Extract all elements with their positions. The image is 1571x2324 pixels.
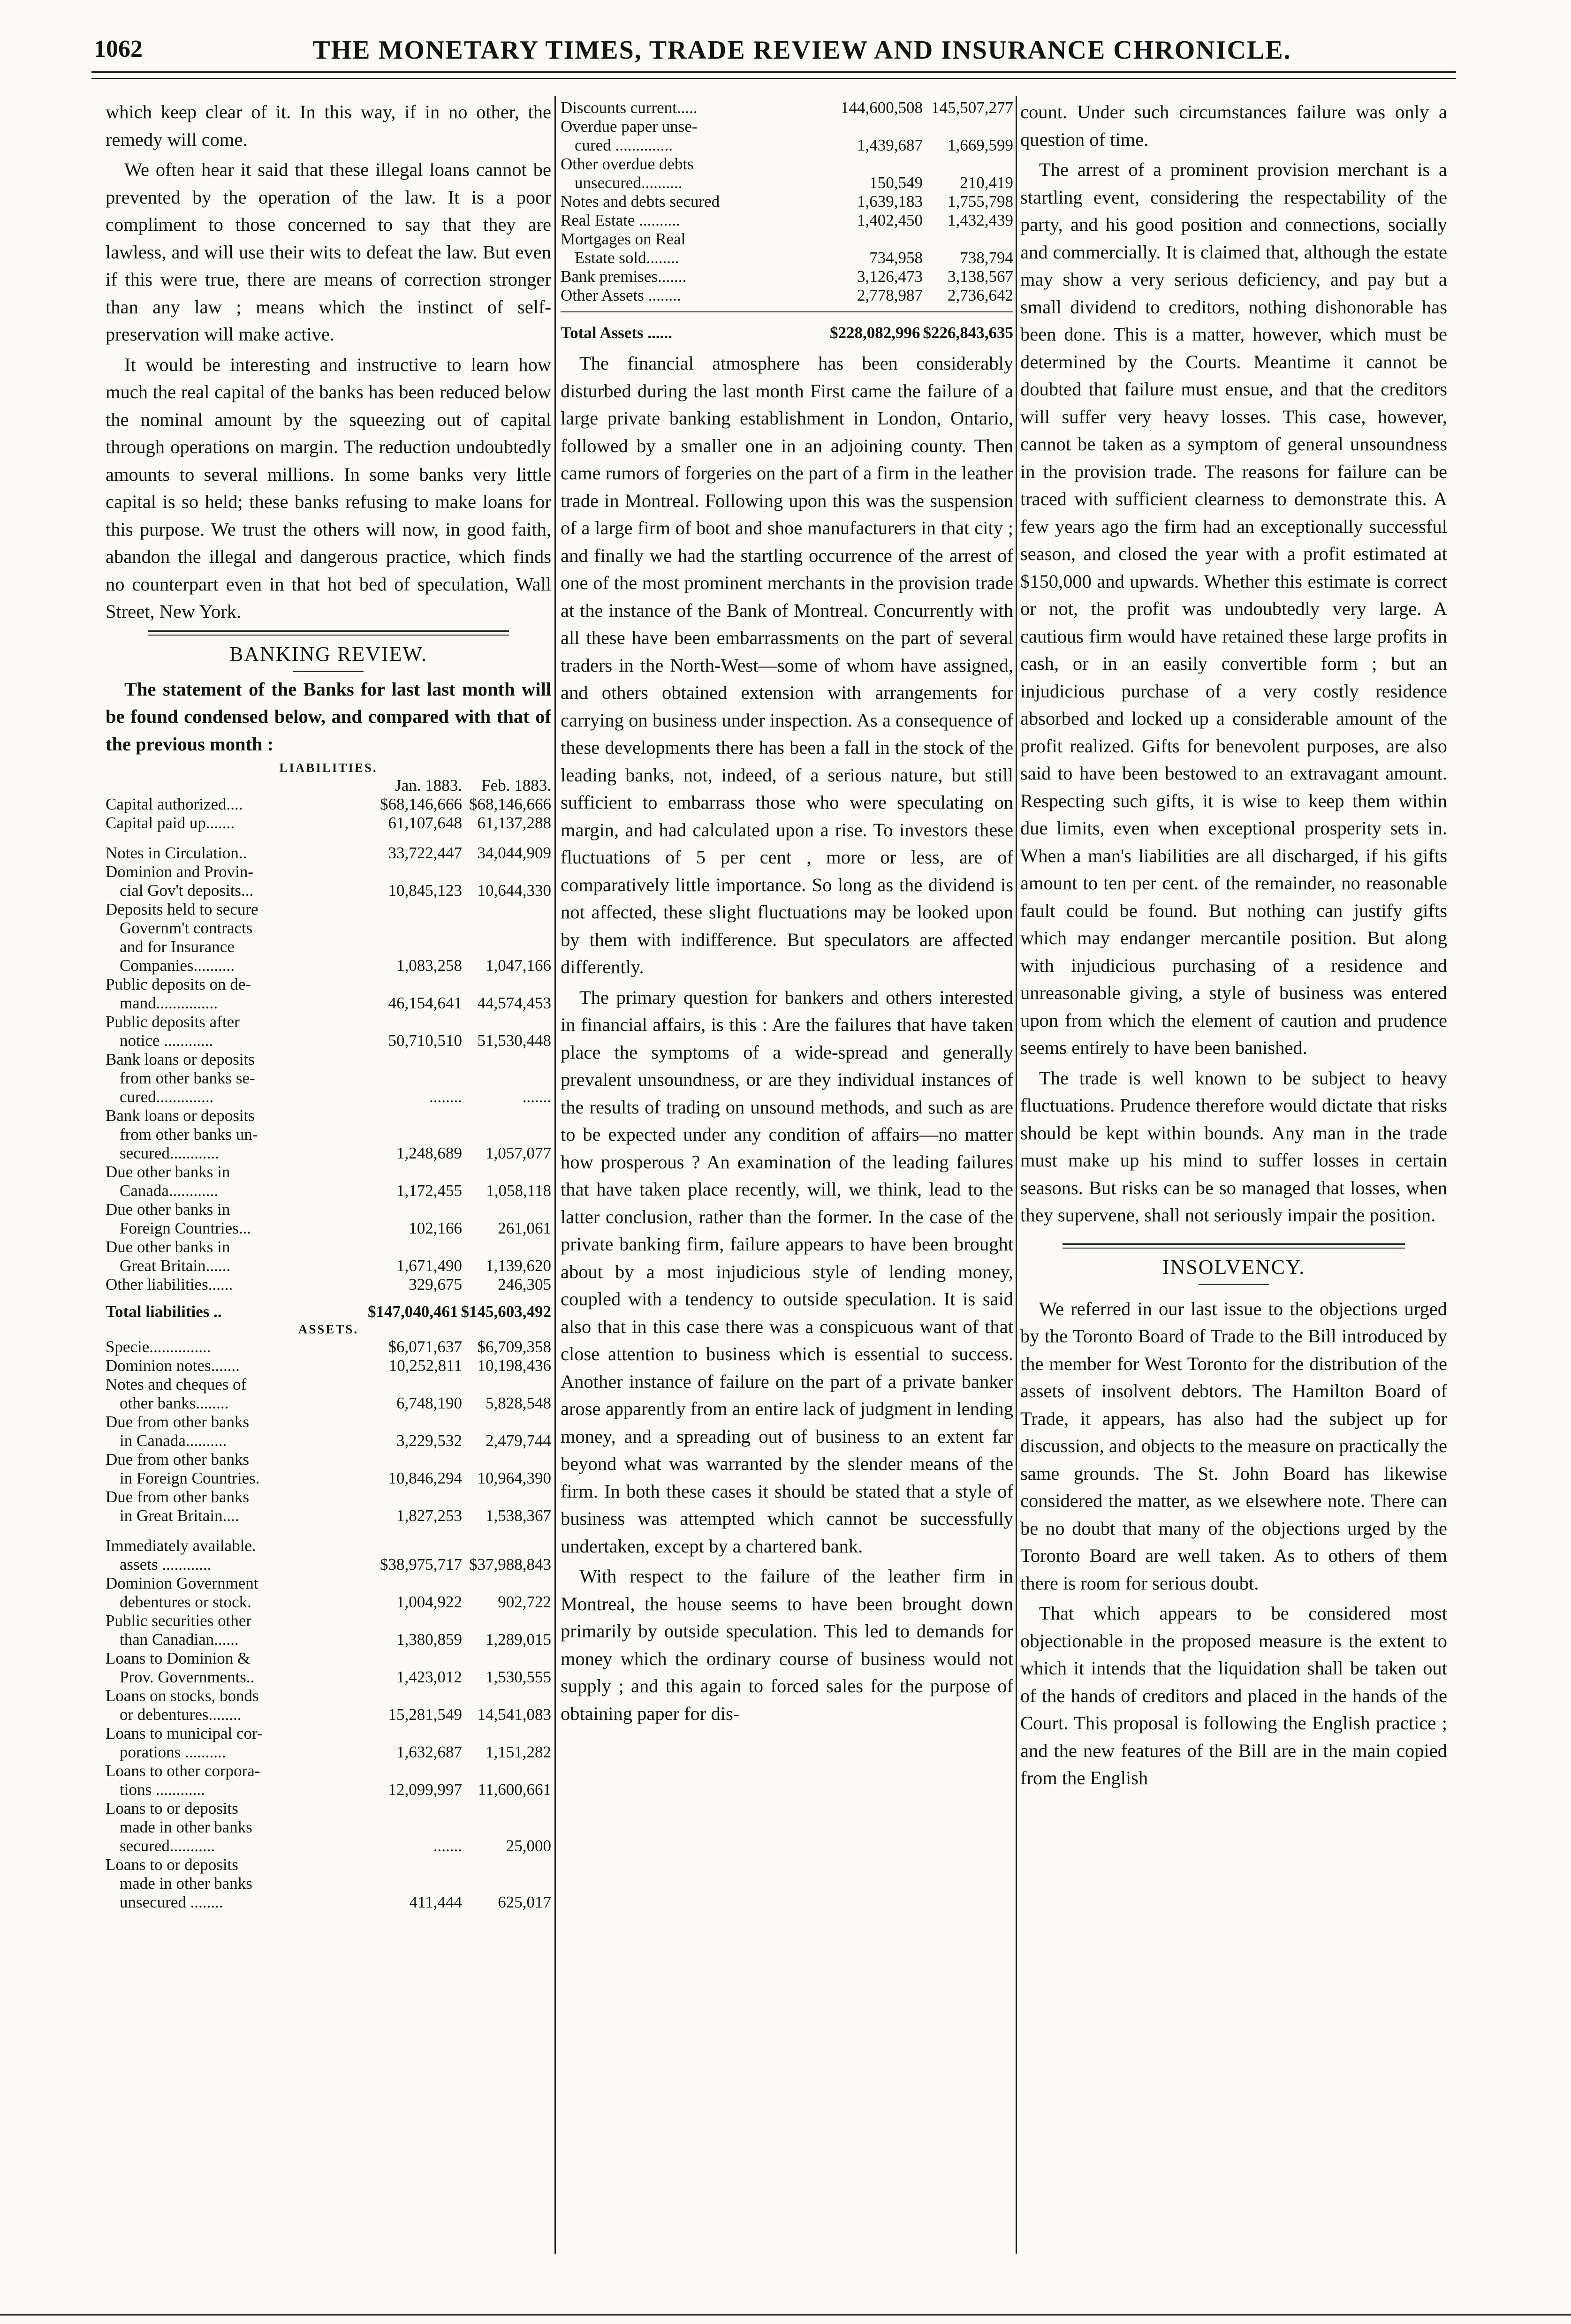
table-row	[106, 1050, 551, 1106]
row-label-line: Dominion Government	[106, 1574, 258, 1592]
table-row	[106, 1013, 551, 1050]
row-label-line: Immediately available.	[106, 1537, 256, 1555]
value-jan: 3,126,473	[857, 267, 923, 286]
row-label	[106, 863, 364, 900]
row-label	[106, 1649, 364, 1687]
value-jan: 329,675	[409, 1275, 462, 1294]
row-label-line: Public deposits after	[106, 1013, 240, 1031]
row-label	[561, 267, 823, 286]
row-label-line: Due from other banks	[106, 1450, 250, 1469]
column-3	[1020, 98, 1447, 1795]
total-rule	[561, 311, 1013, 312]
value-feb: 1,432,439	[948, 211, 1013, 229]
row-label-line: unsecured..........	[575, 174, 683, 192]
column-divider	[1016, 96, 1017, 2254]
header-rule-thin	[91, 78, 1456, 79]
row-label-line: secured............	[120, 1144, 219, 1162]
row-label-line: made in other banks	[120, 1874, 252, 1893]
row-label	[106, 795, 364, 814]
table-row	[106, 1612, 551, 1649]
row-label	[106, 1338, 364, 1356]
value-feb: 3,138,567	[948, 267, 1013, 286]
total-liabilities-table	[106, 1294, 551, 1321]
row-label	[561, 211, 823, 230]
value-feb: $6,709,358	[477, 1338, 551, 1356]
row-label-line: Dominion notes.......	[106, 1356, 240, 1375]
paragraph: The financial atmosphere has been considerably disturbed during the last month First came the failure of a large private banking establishment in London, Ontario, followed by a smaller one in an adjoining county. Then came rumors of forgeries on the part of a firm in the leather trade in Montreal. Following upon this was the suspension of a large firm of boot and shoe manufacturers in that city ; and finally we had the startling occurrence of the arrest of one of the most prominent merchants in the provision trade at the instance of the Bank of Montreal. Concurrently with all these have been embarrassments on the part of several traders in the North-West—some of whom have assigned, and others obtained extension with arrangements for carrying on business under inspection. As a consequence of these developments there has been a fall in the stock of the leading banks, not, indeed, of a serious nature, but still sufficient to embarrass those who were speculating on margin, and had calculated upon a rise. To investors these fluctuations of 5 per cent , more or less, are of comparatively little importance. So long as the dividend is not affected, these slight fluctuations may be looked upon by them with indifference. But speculators are affected differently.	[561, 353, 1013, 977]
value-jan: 150,549	[869, 174, 923, 192]
row-label-line: in Foreign Countries.	[120, 1469, 260, 1487]
value-jan: 12,099,997	[388, 1780, 462, 1799]
column-1	[106, 98, 551, 1912]
row-label-line: Capital authorized....	[106, 795, 243, 813]
value-jan: 102,166	[409, 1219, 462, 1237]
row-label-line: unsecured ........	[120, 1893, 223, 1911]
value-feb: 2,479,744	[486, 1431, 551, 1450]
table-row	[106, 1525, 551, 1574]
total-assets-row	[561, 315, 1013, 342]
banking-intro: The statement of the Banks for last last month will be found condensed below, and compared with that of the previous month :	[106, 678, 551, 755]
value-feb: 1,669,599	[948, 136, 1013, 154]
value-feb: 1,047,166	[486, 956, 551, 975]
table-row	[106, 1724, 551, 1762]
table-row	[561, 230, 1013, 267]
row-label-line: Discounts current.....	[561, 98, 698, 117]
row-label	[106, 1106, 364, 1163]
masthead-title: THE MONETARY TIMES, TRADE REVIEW AND INSURANCE CHRONICLE.	[312, 36, 1291, 65]
row-label	[106, 975, 364, 1013]
value-jan: 50,710,510	[388, 1031, 462, 1050]
value-jan: 1,402,450	[857, 211, 923, 229]
row-label-line: Dominion and Provin-	[106, 863, 253, 881]
value-jan: 10,845,123	[388, 881, 462, 900]
value-feb: 10,644,330	[477, 881, 551, 900]
value-jan: .......	[433, 1837, 462, 1855]
row-label-line: Deposits held to secure	[106, 900, 258, 918]
value-jan: 1,248,689	[396, 1144, 462, 1162]
table-row	[106, 900, 551, 975]
row-label	[561, 192, 823, 211]
row-label-line: Loans to Dominion &	[106, 1649, 250, 1667]
value-feb: 625,017	[498, 1893, 551, 1911]
row-label-line: Other overdue debts	[561, 155, 694, 173]
row-label-line: Due from other banks	[106, 1413, 250, 1431]
row-label-line: in Canada..........	[120, 1431, 227, 1450]
table-row	[561, 286, 1013, 305]
table-row	[106, 1855, 551, 1912]
total-jan: $147,040,461	[367, 1302, 458, 1321]
paragraph: The trade is well known to be subject to heavy fluctuations. Prudence therefore would dictate that risks should be kept within bounds. Any man in the trade must make up his mind to suffer losses in certain seasons. But risks can be so managed that losses, when they supervene, shall not seriously impair the position.	[1020, 1067, 1447, 1226]
table-row	[561, 267, 1013, 286]
table-row	[561, 98, 1013, 117]
column-divider	[554, 96, 556, 2254]
value-feb: 34,044,909	[477, 844, 551, 862]
column-2	[561, 98, 1013, 1730]
row-label	[106, 1525, 364, 1574]
row-label-line: Loans to or deposits	[106, 1855, 238, 1874]
row-label-line: Great Britain......	[120, 1257, 231, 1275]
row-label-line: mand...............	[120, 994, 218, 1012]
liabilities-table	[106, 776, 551, 1294]
table-row	[561, 192, 1013, 211]
row-label	[106, 1687, 364, 1724]
value-feb: 25,000	[506, 1837, 551, 1855]
value-jan: 46,154,641	[388, 994, 462, 1012]
row-label-line: Real Estate ..........	[561, 211, 680, 229]
value-feb: 261,061	[498, 1219, 551, 1237]
value-feb: .......	[522, 1088, 551, 1106]
row-label	[106, 1612, 364, 1649]
row-label-line: Due from other banks	[106, 1488, 250, 1506]
value-feb: 1,057,077	[486, 1144, 551, 1162]
row-label-line: and for Insurance	[120, 938, 235, 956]
assets-table	[106, 1338, 551, 1912]
value-feb: 5,828,548	[486, 1394, 551, 1412]
table-row	[106, 1163, 551, 1200]
table-row	[106, 1338, 551, 1356]
value-feb: 10,964,390	[477, 1469, 551, 1487]
row-label	[106, 900, 364, 975]
row-label	[106, 1238, 364, 1275]
row-label-line: Due other banks in	[106, 1200, 230, 1219]
value-feb: 1,755,798	[948, 192, 1013, 211]
value-feb: 14,541,083	[477, 1705, 551, 1724]
table-row	[106, 795, 551, 814]
value-jan: 1,083,258	[396, 956, 462, 975]
total-assets-table	[561, 315, 1013, 342]
row-label-line: secured...........	[120, 1837, 215, 1855]
col-header-jan: Jan. 1883.	[395, 776, 462, 795]
paragraph: That which appears to be considered most objectionable in the proposed measure is the extent to which it intends that the liquidation shall be taken out of the hands of creditors and placed in the hands of the Court. This proposal is following the English practice ; and the new features of the Bill are in the main copied from the English	[1020, 1603, 1447, 1788]
row-label	[106, 833, 364, 863]
table-row	[106, 1375, 551, 1413]
row-label-line: in Great Britain....	[120, 1506, 239, 1525]
row-label-line: made in other banks	[120, 1818, 252, 1836]
row-label-line: Specie...............	[106, 1338, 211, 1356]
value-jan: 1,380,859	[396, 1630, 462, 1649]
value-jan: 2,778,987	[857, 286, 923, 304]
value-feb: 1,289,015	[486, 1630, 551, 1649]
row-label	[106, 1762, 364, 1799]
row-label-line: Notes and debts secured	[561, 192, 720, 211]
table-row	[106, 1799, 551, 1855]
paragraph: We often hear it said that these illegal loans cannot be prevented by the operation of the law. It is a poor compliment to those concerned to say that they are lawless, and will use their wits to defeat the law. But even if this were true, there are means of correction stronger than any law ; means which the instinct of self-preservation will make active.	[106, 159, 551, 345]
value-jan: 61,107,648	[388, 814, 462, 832]
value-jan: 1,172,455	[396, 1181, 462, 1200]
row-label	[561, 117, 823, 155]
row-label	[561, 98, 823, 117]
row-label-line: Notes in Circulation..	[106, 844, 247, 862]
value-jan: 1,423,012	[396, 1668, 462, 1686]
table-row	[106, 1356, 551, 1375]
value-feb: 738,794	[960, 249, 1013, 267]
row-label-line: Mortgages on Real	[561, 230, 686, 248]
value-jan: $6,071,637	[388, 1338, 462, 1356]
row-label-line: from other banks se-	[120, 1069, 255, 1087]
value-jan: 411,444	[409, 1893, 462, 1911]
insolvency-heading: INSOLVENCY.	[1162, 1255, 1305, 1279]
total-liabilities-row	[106, 1294, 551, 1321]
value-jan: 33,722,447	[388, 844, 462, 862]
table-row	[106, 1450, 551, 1488]
table-row	[106, 1413, 551, 1450]
value-feb: 1,151,282	[486, 1743, 551, 1761]
table-row	[106, 863, 551, 900]
row-label-line: Foreign Countries...	[120, 1219, 251, 1237]
table-row	[106, 1238, 551, 1275]
table-row	[106, 1687, 551, 1724]
table-row	[106, 1200, 551, 1238]
row-label-line: Due other banks in	[106, 1163, 230, 1181]
row-label-line: Canada............	[120, 1181, 218, 1200]
value-feb: 44,574,453	[477, 994, 551, 1012]
paragraph: We referred in our last issue to the objections urged by the Toronto Board of Trade to the Bill introduced by the member for West Toronto for the distribution of the assets of insolvent debtors. The Hamilton Board of Trade, it appears, has also had the subject up for discussion, and objects to the measure on practically the same grounds. The St. John Board has likewise considered the matter, as we elsewhere note. There can be no doubt that many of the objections urged by the Toronto Board are well taken. As to others of them there is room for serious doubt.	[1020, 1298, 1447, 1594]
table-row	[106, 975, 551, 1013]
row-label-line: tions ............	[120, 1780, 205, 1799]
value-feb: 1,538,367	[486, 1506, 551, 1525]
paragraph: which keep clear of it. In this way, if in no other, the remedy will come.	[106, 101, 551, 150]
row-label-line: or debentures........	[120, 1705, 242, 1724]
row-label-line: Loans to other corpora-	[106, 1762, 260, 1780]
row-label-line: Loans to or deposits	[106, 1799, 238, 1817]
row-label-line: other banks........	[120, 1394, 229, 1412]
row-label-line: Capital paid up.......	[106, 814, 235, 832]
banking-review-heading: BANKING REVIEW.	[229, 642, 427, 666]
table-row	[561, 117, 1013, 155]
value-feb: 11,600,661	[478, 1780, 551, 1799]
table-row	[561, 155, 1013, 192]
total-label: Total Assets ......	[561, 324, 672, 342]
row-label-line: Notes and cheques of	[106, 1375, 247, 1393]
row-label-line: Estate sold........	[575, 249, 679, 267]
col-header-feb: Feb. 1883.	[481, 776, 551, 795]
row-label-line: Due other banks in	[106, 1238, 230, 1256]
row-label	[106, 1574, 364, 1612]
table-row	[106, 1275, 551, 1294]
row-label-line: Companies..........	[120, 956, 235, 975]
total-feb: $145,603,492	[461, 1302, 551, 1321]
value-jan: 10,846,294	[388, 1469, 462, 1487]
value-feb: 10,198,436	[477, 1356, 551, 1375]
row-label-line: Loans to municipal cor-	[106, 1724, 263, 1742]
section-rule	[148, 630, 509, 636]
row-label-line: Public securities other	[106, 1612, 252, 1630]
row-label-line: Bank premises.......	[561, 267, 687, 286]
value-jan: $38,975,717	[380, 1555, 462, 1574]
row-label	[106, 1275, 364, 1294]
table-row	[106, 1762, 551, 1799]
value-jan: ........	[429, 1088, 462, 1106]
short-rule	[293, 671, 364, 672]
section-rule	[1063, 1243, 1405, 1249]
header-rule-thick	[91, 71, 1456, 73]
row-label	[106, 1450, 364, 1488]
table-header-row	[106, 776, 551, 795]
total-jan: $228,082,996	[829, 324, 920, 342]
value-jan: $68,146,666	[380, 795, 462, 813]
value-feb: $37,988,843	[469, 1555, 551, 1574]
row-label	[106, 1799, 364, 1855]
row-label-line: Other liabilities......	[106, 1275, 233, 1294]
row-label-line: Bank loans or deposits	[106, 1106, 255, 1125]
total-feb: $226,843,635	[923, 324, 1013, 342]
row-label-line: Other Assets ........	[561, 286, 681, 304]
value-feb: 246,305	[498, 1275, 551, 1294]
value-feb: 1,530,555	[486, 1668, 551, 1686]
row-label-line: assets ............	[120, 1555, 212, 1574]
table-row	[106, 1649, 551, 1687]
paragraph: The primary question for bankers and others interested in financial affairs, is this : Are the failures that have taken place the symptoms of a wide-spread and generally prevalent unsoundness, or are they individual instances of the results of trading on unsound methods, and such as are to be expected under any condition of affairs—no matter how prosperous ? An examination of the leading failures that have taken place recently, will, we think, lead to the latter conclusion, rather than the former. In the case of the private banking firm, failure appears to have been brought about by a most injudicious style of lending money, coupled with a tendency to outside speculation. It is said also that in this case there was a conspicuous want of that close attention to business which is essential to success. Another instance of failure on the part of a private banker arose apparently from an entire lack of judgment in lending money, and a spreading out of business to an extent far beyond what was warranted by the slender means of the firm. In both these cases it should be stated that a style of business was attempted which cannot be successfully undertaken, except by a chartered bank.	[561, 986, 1013, 1557]
table-row	[106, 814, 551, 833]
value-jan: 1,827,253	[396, 1506, 462, 1525]
row-label	[561, 286, 823, 305]
value-jan: 734,958	[869, 249, 923, 267]
row-label	[106, 1488, 364, 1525]
table-row	[561, 211, 1013, 230]
table-row	[106, 1106, 551, 1163]
row-label-line: Loans on stocks, bonds	[106, 1687, 259, 1705]
assets-continued-table	[561, 98, 1013, 305]
row-label	[561, 230, 823, 267]
value-feb: 1,139,620	[486, 1257, 551, 1275]
row-label-line: from other banks un-	[120, 1125, 258, 1143]
liabilities-heading: LIABILITIES.	[279, 761, 378, 775]
paragraph: The arrest of a prominent provision merchant is a startling event, considering the respectability of the party, and his good position and connections, socially and commercially. It is claimed that, although the estate may show a very serious deficiency, and pay but a small dividend to creditors, nothing dishonorable has been done. This is a matter, however, which must be determined by the Courts. Meantime it cannot be doubted that failure must ensue, and that the creditors will suffer very heavy losses. This case, however, cannot be taken as a symptom of general unsoundness in the provision trade. The reasons for failure can be traced with sufficient clearness to demonstrate this. A few years ago the firm had an exceptionally successful season, and closed the year with a profit estimated at $150,000 and upwards. Whether this estimate is correct or not, the profit was undoubtedly very large. A cautious firm would have retained these large profits in cash, or in an easily convertible form ; but an injudicious purchase of a very costly residence absorbed and locked up a considerable amount of the profit realized. Gifts for benevolent purposes, are also said to have been bestowed to an extravagant amount. Respecting such gifts, it is wise to keep them within due limits, even when exceptional prosperity sets in. When a man's liabilities are all discharged, if his gifts amount to ten per cent. of the remainder, no reasonable fault could be found. But nothing can justify gifts which may endanger mercantile position. But along with injudicious purchasing of a residence and unreasonable giving, a style of business was entered upon from which the element of caution and prudence seems entirely to have been banished.	[1020, 159, 1447, 1058]
value-feb: 210,419	[960, 174, 1013, 192]
row-label-line: porations ..........	[120, 1743, 226, 1761]
value-jan: 10,252,811	[388, 1356, 462, 1375]
row-label	[106, 1050, 364, 1106]
value-feb: 1,058,118	[486, 1181, 551, 1200]
value-jan: 1,671,490	[396, 1257, 462, 1275]
value-feb: 2,736,642	[948, 286, 1013, 304]
value-jan: 1,639,183	[857, 192, 923, 211]
paragraph: count. Under such circumstances failure was only a question of time.	[1020, 101, 1447, 150]
value-feb: $68,146,666	[469, 795, 551, 813]
row-label	[106, 1163, 364, 1200]
row-label-line: cial Gov't deposits...	[120, 881, 254, 900]
value-feb: 145,507,277	[931, 98, 1013, 117]
page-number: 1062	[94, 36, 143, 62]
table-row	[106, 1488, 551, 1525]
row-label	[106, 814, 364, 833]
row-label	[561, 155, 823, 192]
row-label	[106, 1724, 364, 1762]
paragraph: It would be interesting and instructive to learn how much the real capital of the banks has been reduced below the nominal amount by the squeezing out of capital through operations on margin. The reduction undoubtedly amounts to several millions. In some banks very little capital is so held; these banks refusing to make loans for this purpose. We trust the others will now, in good faith, abandon the illegal and dangerous practice, which finds no counterpart even in that hot bed of speculation, Wall Street, New York.	[106, 354, 551, 622]
row-label	[106, 1013, 364, 1050]
value-jan: 15,281,549	[388, 1705, 462, 1724]
value-feb: 51,530,448	[477, 1031, 551, 1050]
row-label-line: cured ..............	[575, 136, 673, 154]
table-row	[106, 1574, 551, 1612]
value-feb: 61,137,288	[477, 814, 551, 832]
value-jan: 1,439,687	[857, 136, 923, 154]
row-label-line: Governm't contracts	[120, 919, 253, 937]
row-label	[106, 1855, 364, 1912]
row-label-line: Prov. Governments..	[120, 1668, 255, 1686]
page-header	[94, 26, 1454, 73]
row-label-line: Public deposits on de-	[106, 975, 251, 993]
row-label	[106, 1413, 364, 1450]
row-label-line: cured..............	[120, 1088, 214, 1106]
row-label-line: notice ............	[120, 1031, 213, 1050]
value-feb: 902,722	[498, 1593, 551, 1611]
value-jan: 3,229,532	[396, 1431, 462, 1450]
short-rule	[1199, 1284, 1269, 1285]
row-label	[106, 1375, 364, 1413]
value-jan: 144,600,508	[840, 98, 923, 117]
value-jan: 6,748,190	[396, 1394, 462, 1412]
value-jan: 1,004,922	[396, 1593, 462, 1611]
row-label-line: Bank loans or deposits	[106, 1050, 255, 1068]
row-label	[106, 1200, 364, 1238]
assets-heading: ASSETS.	[298, 1322, 359, 1336]
value-jan: 1,632,687	[396, 1743, 462, 1761]
row-label-line: debentures or stock.	[120, 1593, 251, 1611]
row-label	[106, 1356, 364, 1375]
row-label-line: than Canadian......	[120, 1630, 239, 1649]
page-bottom-rule	[0, 2314, 1571, 2316]
table-row	[106, 833, 551, 863]
total-label: Total liabilities ..	[106, 1302, 222, 1321]
row-label-line: Overdue paper unse-	[561, 117, 698, 136]
paragraph: With respect to the failure of the leather firm in Montreal, the house seems to have been brought down primarily by outside speculation. This led to demands for money which the ordinary course of business would not supply ; and this again to forced sales for the purpose of obtaining paper for dis-	[561, 1566, 1013, 1724]
